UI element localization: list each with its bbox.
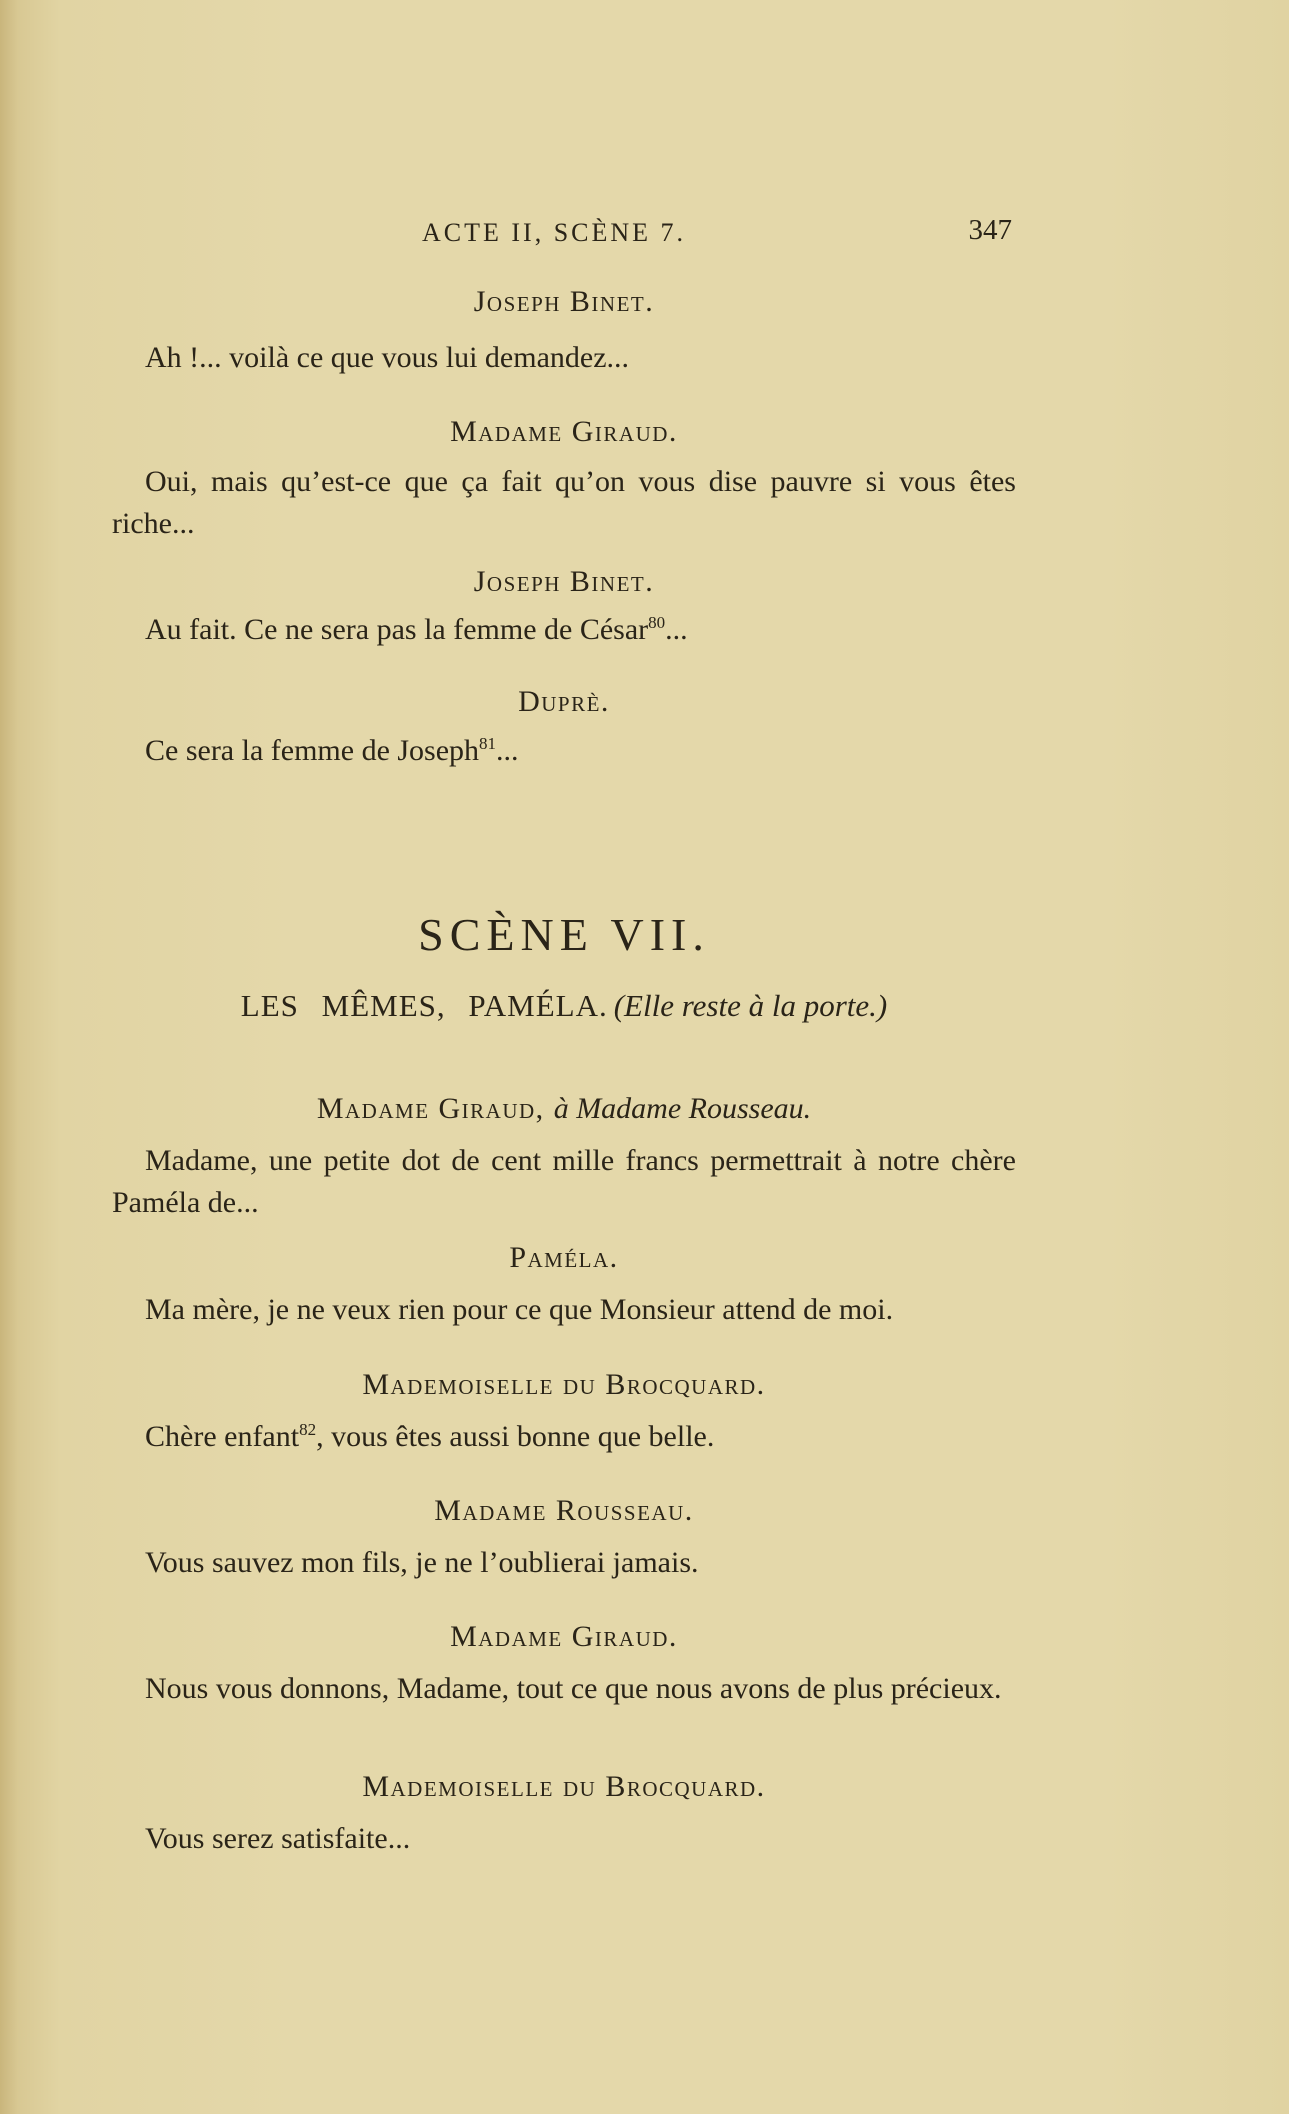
speech-line: Vous serez satisfaite... <box>145 1822 411 1855</box>
speech-text-end: , vous êtes aussi bonne que belle. <box>316 1420 715 1453</box>
speech-text-end: ... <box>665 613 688 646</box>
speech-line <box>112 1416 1016 1458</box>
speaker-dupre: Duprè. <box>518 685 610 718</box>
speech-line <box>112 609 1016 651</box>
speaker-mademoiselle-du-brocquard: Mademoiselle du Brocquard. <box>362 1770 766 1803</box>
speech-text: Ce sera la femme de Joseph <box>145 734 480 767</box>
speaker-madame-giraud: Madame Giraud. <box>450 1620 678 1653</box>
speech-text: Chère enfant <box>145 1420 300 1453</box>
speaker-joseph-binet: Joseph Binet. <box>473 565 655 598</box>
speaker-mademoiselle-du-brocquard: Mademoiselle du Brocquard. <box>362 1368 766 1401</box>
speech-line: Nous vous donnons, Madame, tout ce que nous avons de plus précieux. <box>145 1672 1002 1705</box>
speech-line <box>112 730 1016 772</box>
footnote-ref: 80 <box>648 613 666 632</box>
speech-line: Oui, mais qu’est-ce que ça fait qu’on vous dise pauvre si vous êtes riche... <box>112 465 1016 540</box>
scene-characters <box>112 988 1016 1024</box>
scene-stage-direction: (Elle reste à la porte.) <box>613 988 888 1023</box>
speaker-joseph-binet: Joseph Binet. <box>473 285 655 318</box>
page-number: 347 <box>968 214 1012 246</box>
speech-line: Ah !... voilà ce que vous lui demandez... <box>145 341 630 374</box>
stage-direction: à Madame Rousseau. <box>553 1092 812 1125</box>
speaker-madame-giraud <box>112 1092 1016 1126</box>
footnote-ref: 81 <box>479 734 497 753</box>
running-title: ACTE II, SCÈNE 7. <box>422 218 687 247</box>
speaker-madame-giraud: Madame Giraud. <box>450 415 678 448</box>
speech-line: Ma mère, je ne veux rien pour ce que Monsieur attend de moi. <box>145 1293 894 1326</box>
footnote-ref: 82 <box>299 1420 317 1439</box>
scene-title: SCÈNE VII. <box>418 909 710 960</box>
speaker-madame-rousseau: Madame Rousseau. <box>434 1494 694 1527</box>
speech-text: Au fait. Ce ne sera pas la femme de César <box>145 613 649 646</box>
speech-line: Vous sauvez mon fils, je ne l’oublierai jamais. <box>145 1546 699 1579</box>
speaker-pamela: Paméla. <box>509 1241 619 1274</box>
scene-character-names: LES MÊMES, PAMÉLA. <box>240 988 608 1023</box>
speech-line: Madame, une petite dot de cent mille francs permettrait à notre chère Paméla de... <box>112 1144 1016 1219</box>
running-header <box>112 214 1012 254</box>
speech-text-end: ... <box>496 734 519 767</box>
speaker-name: Madame Giraud, <box>316 1092 545 1125</box>
